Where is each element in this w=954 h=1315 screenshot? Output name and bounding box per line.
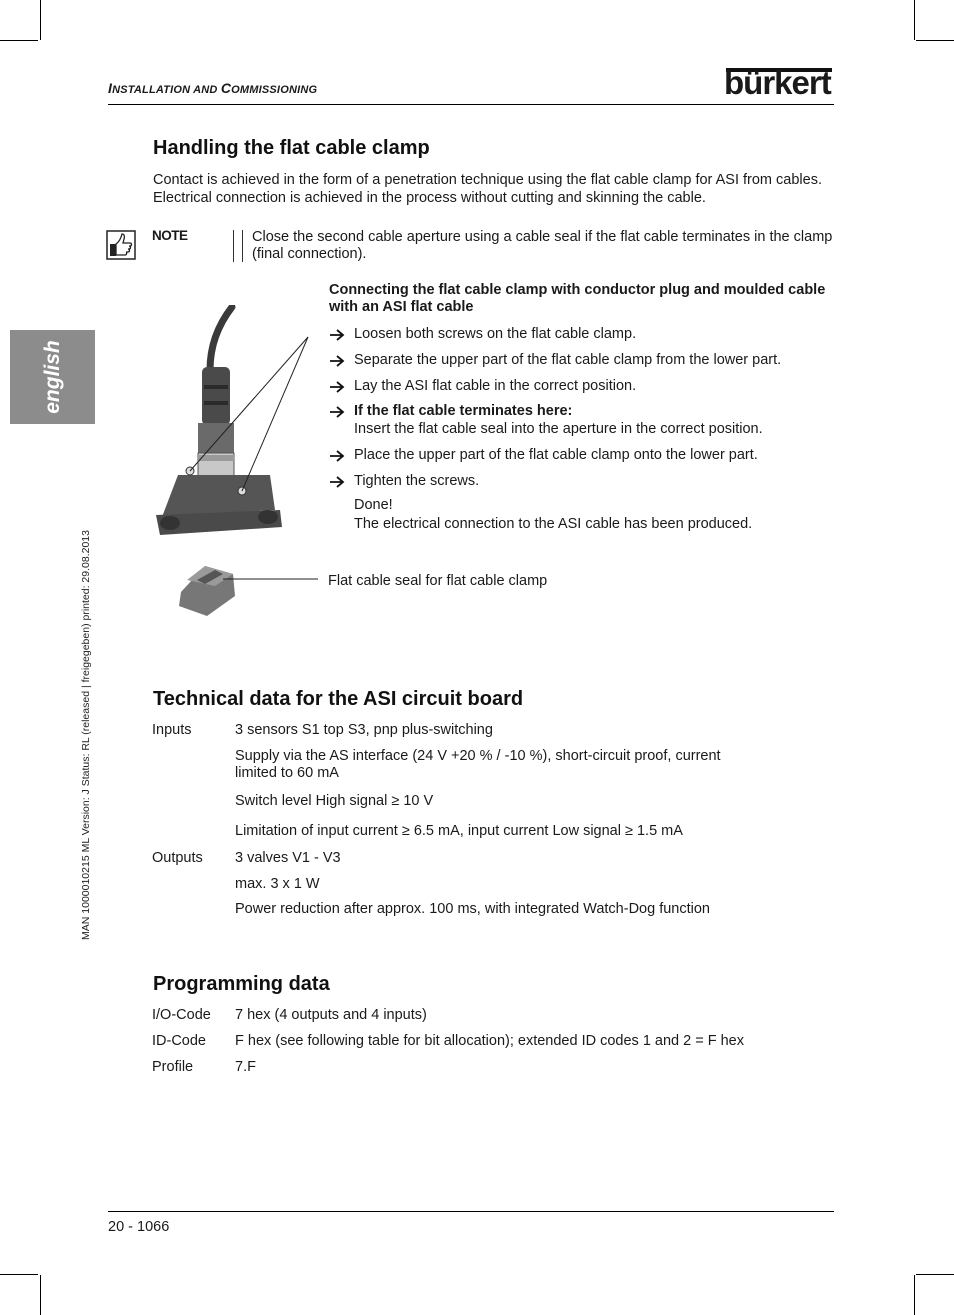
section-title-technical-data: Technical data for the ASI circuit board xyxy=(153,688,524,710)
io-code-value: 7 hex (4 outputs and 4 inputs) xyxy=(235,1007,427,1023)
crop-mark xyxy=(914,0,915,40)
language-tab xyxy=(10,330,95,424)
inputs-value-3: Switch level High signal ≥ 10 V xyxy=(235,793,434,809)
arrow-right-icon xyxy=(329,327,345,341)
procedure-done: Done! The electrical connection to the ASI cable has been produced. xyxy=(354,497,753,532)
section-title-programming-data: Programming data xyxy=(153,973,330,995)
document-meta: MAN 1000010215 ML Version: J Status: RL (released | freigegeben) printed: 29.08.2013 xyxy=(80,530,92,940)
section-title-flat-cable-clamp: Handling the flat cable clamp xyxy=(153,137,430,159)
note-divider xyxy=(233,230,243,262)
outputs-label: Outputs xyxy=(152,850,203,866)
inputs-value-4: Limitation of input current ≥ 6.5 mA, input current Low signal ≥ 1.5 mA xyxy=(235,823,683,839)
io-code-label: I/O-Code xyxy=(152,1007,211,1023)
flat-cable-clamp-illustration xyxy=(150,305,340,545)
arrow-right-icon xyxy=(329,474,345,488)
running-header: INSTALLATION AND COMMISSIONING xyxy=(108,80,318,96)
footer-rule xyxy=(108,1211,834,1212)
profile-value: 7.F xyxy=(235,1059,256,1075)
intro-line-1: Contact is achieved in the form of a penetration technique using the flat cable clamp for ASI from cables. xyxy=(153,172,822,188)
arrow-right-icon xyxy=(329,353,345,367)
outputs-value-2: max. 3 x 1 W xyxy=(235,876,320,892)
inputs-value-2: Supply via the AS interface (24 V +20 % / -10 %), short-circuit proof, current limited to 60 mA xyxy=(235,748,721,781)
header-rule xyxy=(108,104,834,105)
intro-line-2: Electrical connection is achieved in the process without cutting and skinning the cable. xyxy=(153,190,706,206)
arrow-right-icon xyxy=(329,404,345,418)
crop-mark xyxy=(0,40,38,41)
seal-caption: Flat cable seal for flat cable clamp xyxy=(328,573,548,589)
profile-label: Profile xyxy=(152,1059,194,1075)
crop-mark xyxy=(40,0,41,40)
note-label: NOTE xyxy=(152,228,188,243)
note-text: Close the second cable aperture using a cable seal if the flat cable terminates in the clamp (final connection). xyxy=(252,229,833,262)
procedure-heading: Connecting the flat cable clamp with conductor plug and moulded cable with an ASI flat cable xyxy=(329,282,826,315)
flat-cable-seal-illustration xyxy=(175,560,325,620)
crop-mark xyxy=(916,1274,954,1275)
id-code-value: F hex (see following table for bit allocation); extended ID codes 1 and 2 = F hex xyxy=(235,1033,745,1049)
crop-mark xyxy=(914,1275,915,1315)
language-tab-label: english xyxy=(40,340,64,414)
inputs-label: Inputs xyxy=(152,722,192,738)
outputs-value-3: Power reduction after approx. 100 ms, with integrated Watch-Dog function xyxy=(235,901,710,917)
arrow-right-icon xyxy=(329,379,345,393)
crop-mark xyxy=(40,1275,41,1315)
outputs-value-1: 3 valves V1 - V3 xyxy=(235,850,341,866)
crop-mark xyxy=(916,40,954,41)
page-number: 20 - 1066 xyxy=(108,1219,170,1235)
arrow-right-icon xyxy=(329,448,345,462)
id-code-label: ID-Code xyxy=(152,1033,206,1049)
crop-mark xyxy=(0,1274,38,1275)
hand-note-icon xyxy=(106,230,136,260)
inputs-value-1: 3 sensors S1 top S3, pnp plus-switching xyxy=(235,722,493,738)
burkert-logo: bürkert xyxy=(724,64,831,101)
